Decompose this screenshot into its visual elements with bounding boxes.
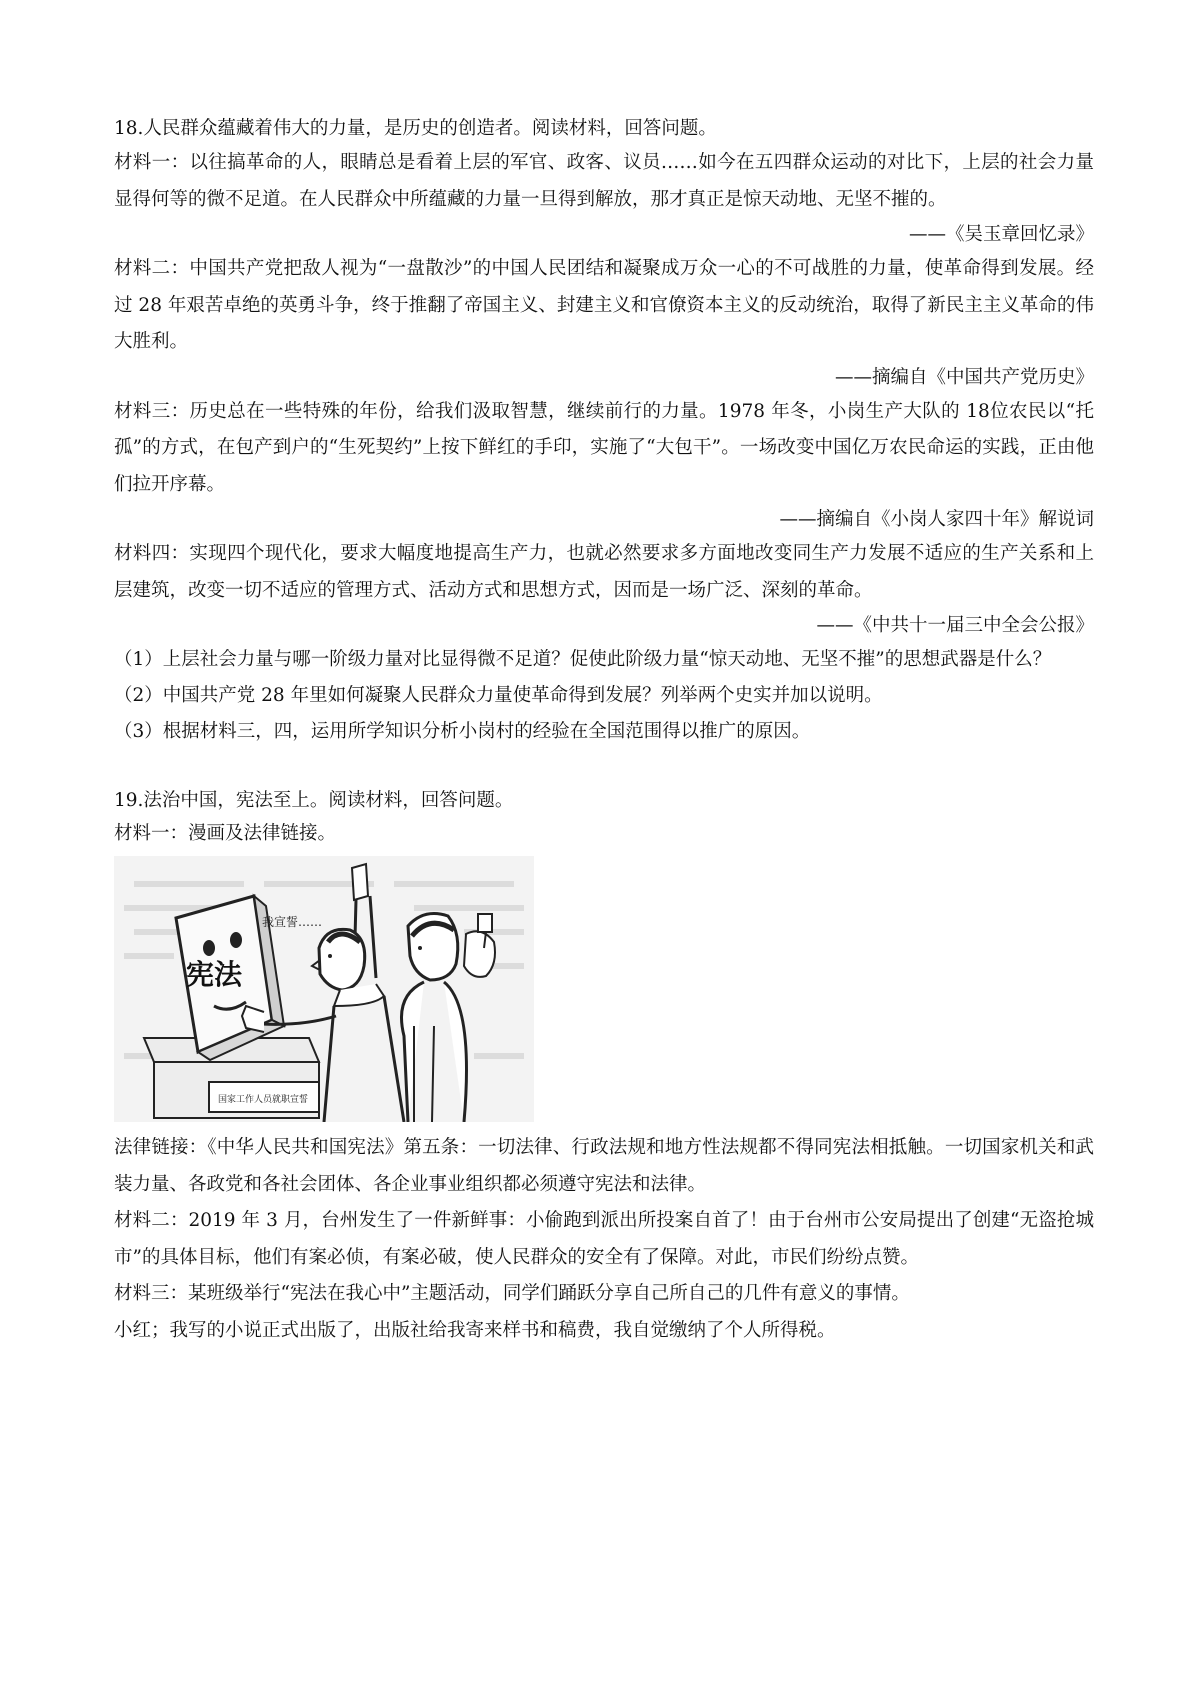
q18-material-3: 材料三：历史总在一些特殊的年份，给我们汲取智慧，继续前行的力量。1978 年冬，小岗生产大队的 18位农民以“托孤”的方式，在包产到户的“生死契约”上按下鲜红的手印，实施了“大包干”。一场改变中国亿万农民命运的实践，正由他们拉开序幕。	[114, 400, 1094, 495]
cartoon-book-label: 宪法	[186, 958, 243, 991]
q18-material-2-source: ——摘编自《中国共产党历史》	[834, 366, 1094, 388]
q19-material-3: 材料三：某班级举行“宪法在我心中”主题活动，同学们踊跃分享自己所自己的几件有意义的事情。	[114, 1283, 910, 1304]
q18-material-4-source: ——《中共十一届三中全会公报》	[816, 615, 1094, 636]
q18-subquestion-2: （2）中国共产党 28 年里如何凝聚人民群众力量使革命得到发展？列举两个史实并加以说明。	[114, 685, 883, 706]
q18-material-1: 材料一：以往搞革命的人，眼睛总是看着上层的军官、政客、议员……如今在五四群众运动的对比下，上层的社会力量显得何等的微不足道。在人民群众中所蕴藏的力量一旦得到解放，那才真正是惊天动地、无坚不摧的。	[114, 152, 1094, 210]
exam-page	[114, 112, 1094, 1349]
q19-title: 19.法治中国，宪法至上。阅读材料，回答问题。	[114, 790, 514, 811]
q19-law-link: 法律链接：《中华人民共和国宪法》第五条：一切法律、行政法规和地方性法规都不得同宪法相抵触。一切国家机关和武装力量、各政党和各社会团体、各企业事业组织都必须遵守宪法和法律。	[114, 1137, 1094, 1195]
q18-subquestion-3: （3）根据材料三，四，运用所学知识分析小岗村的经验在全国范围得以推广的原因。	[114, 721, 811, 742]
q19-material-1: 材料一：漫画及法律链接。	[114, 823, 337, 844]
q19-material-2: 材料二：2019 年 3 月，台州发生了一件新鲜事：小偷跑到派出所投案自首了！由于台州市公安局提出了创建“无盗抢城市”的具体目标，他们有案必侦，有案必破，使人民群众的安全有了保障。对此，市民们纷纷点赞。	[114, 1210, 1094, 1268]
cartoon-speech-text: 我宣誓……	[262, 915, 323, 929]
q19-material-3-xiaohong: 小红；我写的小说正式出版了，出版社给我寄来样书和稿费，我自觉缴纳了个人所得税。	[114, 1319, 836, 1341]
question-gap	[114, 750, 1094, 784]
cartoon-stand-label: 国家工作人员就职宣誓	[218, 1095, 309, 1105]
q18-material-1-source: ——《吴玉章回忆录》	[908, 224, 1094, 245]
constitution-oath-cartoon	[114, 856, 534, 1122]
q18-material-4: 材料四：实现四个现代化，要求大幅度地提高生产力，也就必然要求多方面地改变同生产力发展不适应的生产关系和上层建筑，改变一切不适应的管理方式、活动方式和思想方式，因而是一场广泛、深刻的革命。	[114, 543, 1094, 601]
q18-title: 18.人民群众蕴藏着伟大的力量，是历史的创造者。阅读材料，回答问题。	[114, 118, 717, 139]
q18-material-3-source: ——摘编自《小岗人家四十年》解说词	[779, 509, 1094, 530]
q18-subquestion-1: （1）上层社会力量与哪一阶级力量对比显得微不足道？促使此阶级力量“惊天动地、无坚不摧”的思想武器是什么？	[114, 649, 1052, 670]
q18-material-2: 材料二：中国共产党把敌人视为“一盘散沙”的中国人民团结和凝聚成万众一心的不可战胜的力量，使革命得到发展。经过 28 年艰苦卓绝的英勇斗争，终于推翻了帝国主义、封建主义和官僚资本主义的反动统治，取得了新民主主义革命的伟大胜利。	[114, 258, 1094, 352]
